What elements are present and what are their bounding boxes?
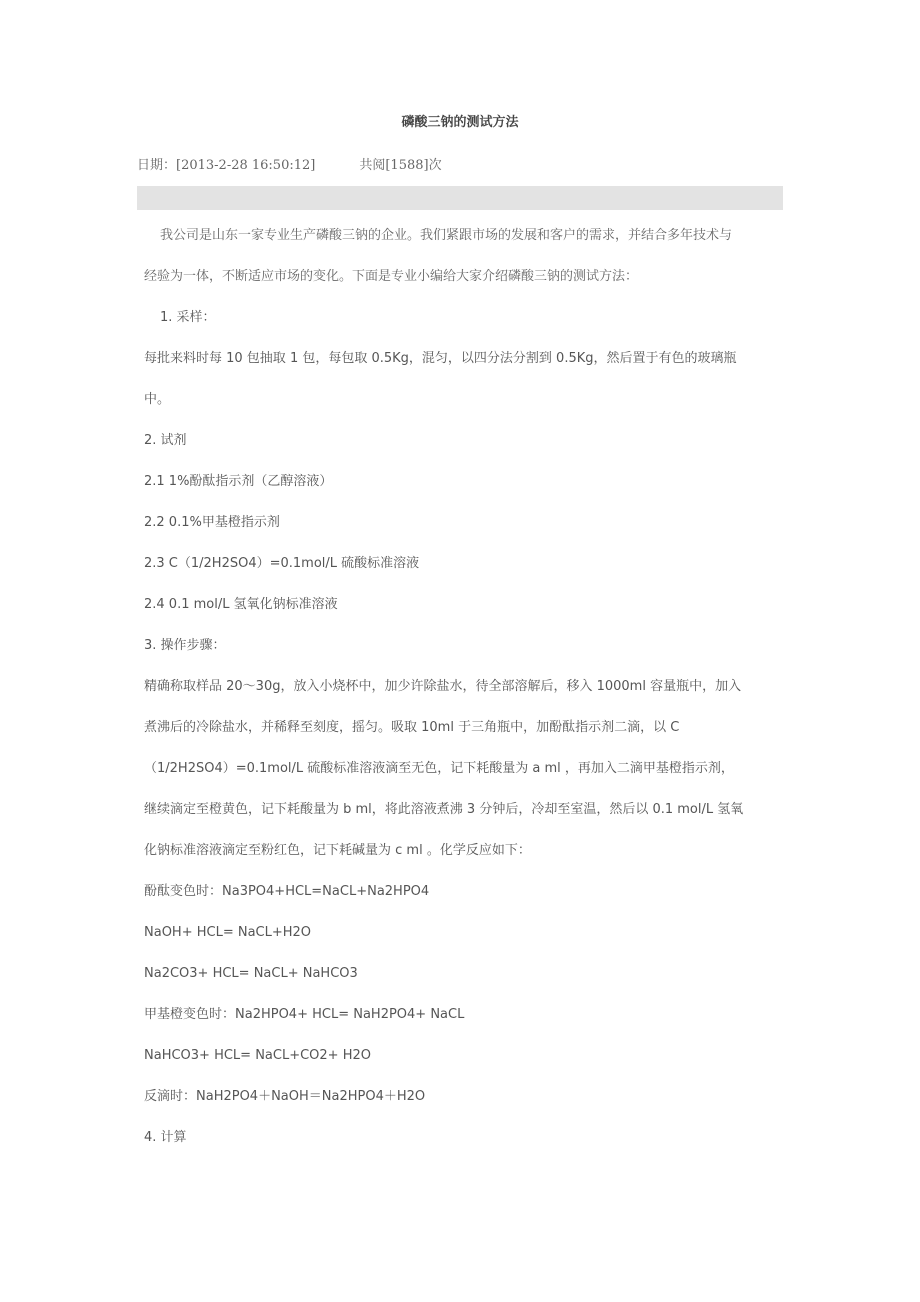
reaction-phenolphthalein: 酚酞变色时：Na3PO4+HCL=NaCL+Na2HPO4 [144, 884, 430, 899]
sampling-text-line-2: 中。 [144, 392, 171, 407]
reaction-back-titration: 反滴时：NaH2PO4＋NaOH＝Na2HPO4＋H2O [144, 1089, 426, 1104]
intro-paragraph-line-2: 经验为一体，不断适应市场的变化。下面是专业小编给大家介绍磷酸三钠的测试方法： [144, 269, 639, 284]
article-body [144, 225, 784, 1168]
page-title: 磷酸三钠的测试方法 [401, 115, 519, 130]
article-meta [137, 156, 442, 176]
procedure-text-line-1: 精确称取样品 20～30g，放入小烧杯中，加少许除盐水，待全部溶解后，移入 1000ml 容量瓶中，加入 [144, 679, 742, 694]
reagent-item-2-1: 2.1 1%酚酞指示剂（乙醇溶液） [144, 474, 333, 489]
publish-date: 日期：[2013-2-28 16:50:12] [137, 158, 316, 173]
sampling-text-line-1: 每批来料时每 10 包抽取 1 包，每包取 0.5Kg，混匀，以四分法分割到 0.5Kg，然后置于有色的玻璃瓶 [144, 351, 737, 366]
reagent-item-2-4: 2.4 0.1 mol/L 氢氧化钠标准溶液 [144, 597, 338, 612]
procedure-text-line-4: 继续滴定至橙黄色，记下耗酸量为 b ml，将此溶液煮沸 3 分钟后，冷却至室温，然后以 0.1 mol/L 氢氧 [144, 802, 744, 817]
intro-paragraph-line-1: 我公司是山东一家专业生产磷酸三钠的企业。我们紧跟市场的发展和客户的需求，并结合多年技术与 [160, 228, 733, 243]
procedure-text-line-3: （1/2H2SO4）=0.1mol/L 硫酸标准溶液滴至无色，记下耗酸量为 a ml ，再加入二滴甲基橙指示剂， [144, 761, 734, 776]
section-heading-calculation: 4. 计算 [144, 1130, 187, 1145]
reaction-nahco3-hcl: NaHCO3+ HCL= NaCL+CO2+ H2O [144, 1048, 371, 1063]
reaction-methyl-orange: 甲基橙变色时：Na2HPO4+ HCL= NaH2PO4+ NaCL [144, 1007, 465, 1022]
section-heading-procedure: 3. 操作步骤： [144, 638, 226, 653]
reagent-item-2-3: 2.3 C（1/2H2SO4）=0.1mol/L 硫酸标准溶液 [144, 556, 420, 571]
view-count: 共阅[1588]次 [359, 158, 442, 173]
section-heading-sampling: 1. 采样： [160, 310, 216, 325]
reaction-naoh-hcl: NaOH+ HCL= NaCL+H2O [144, 925, 312, 940]
section-heading-reagents: 2. 试剂 [144, 433, 187, 448]
divider-bar [137, 186, 783, 210]
procedure-text-line-5: 化钠标准溶液滴定至粉红色，记下耗碱量为 c ml 。化学反应如下： [144, 843, 531, 858]
procedure-text-line-2: 煮沸后的冷除盐水，并稀释至刻度，摇匀。吸取 10ml 于三角瓶中，加酚酞指示剂二滴，以 C [144, 720, 680, 735]
reaction-na2co3-hcl: Na2CO3+ HCL= NaCL+ NaHCO3 [144, 966, 358, 981]
reagent-item-2-2: 2.2 0.1%甲基橙指示剂 [144, 515, 280, 530]
